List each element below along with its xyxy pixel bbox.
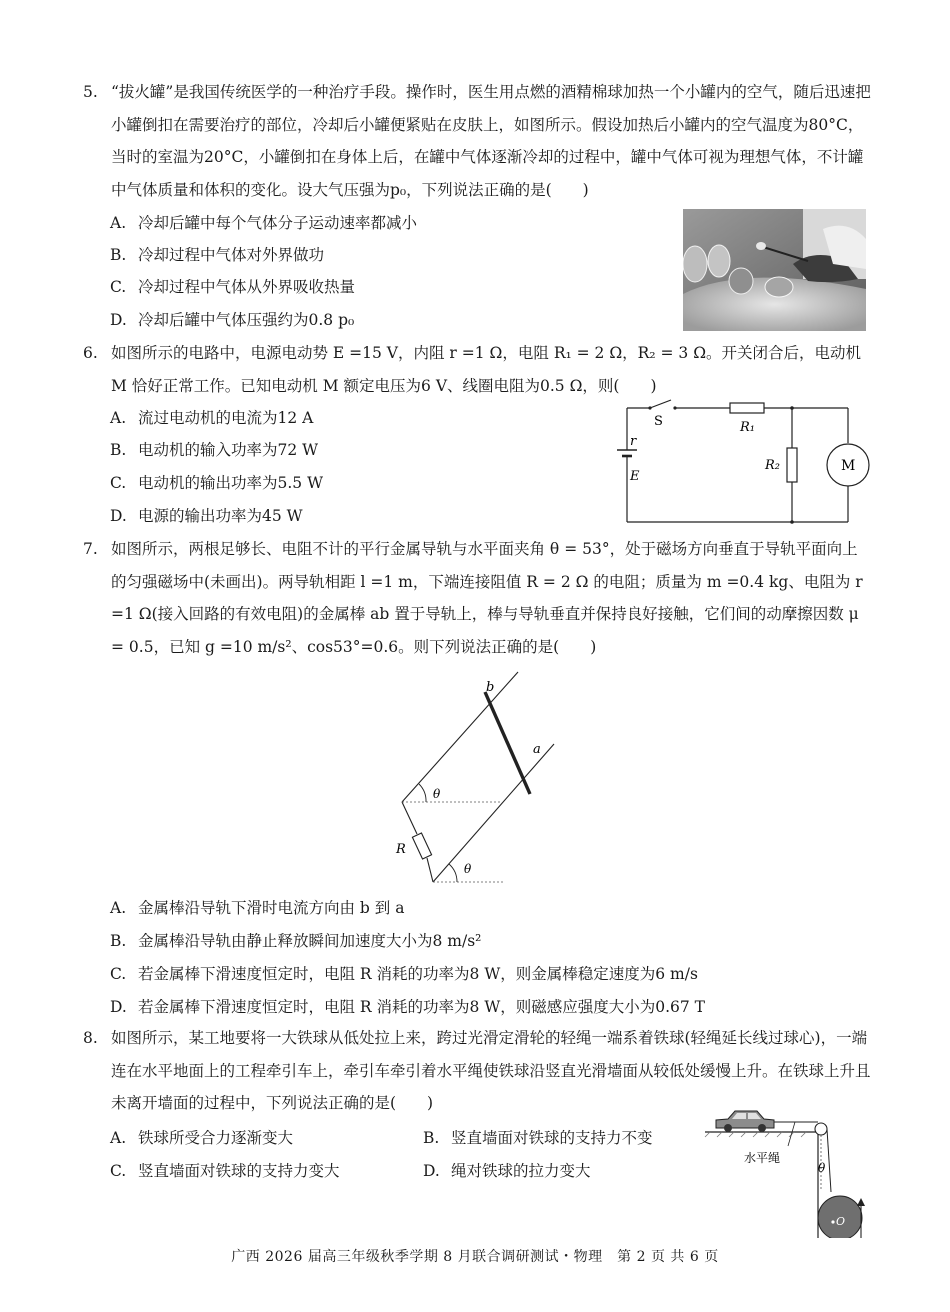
up-arrow-icon	[857, 1198, 865, 1206]
center-label: O	[836, 1215, 846, 1228]
option-b[interactable]: B. 冷却过程中气体对外界做功	[110, 246, 325, 264]
rope-label: 水平绳	[744, 1151, 781, 1165]
question-5	[83, 76, 873, 206]
option-c[interactable]: C. 冷却过程中气体从外界吸收热量	[110, 278, 356, 296]
option-b[interactable]: B. 金属棒沿导轨由静止释放瞬间加速度大小为8 m/s²	[110, 932, 482, 950]
switch-blade	[650, 400, 671, 408]
metal-rod-ab	[485, 692, 530, 794]
question-number: 5.	[83, 83, 98, 101]
pulley-icon	[815, 1123, 827, 1135]
question-number: 7.	[83, 540, 98, 558]
option-b[interactable]: B. 竖直墙面对铁球的支持力不变	[423, 1129, 653, 1147]
label-b: b	[486, 680, 495, 695]
circuit-diagram	[605, 398, 870, 528]
option-d[interactable]: D. 绳对铁球的拉力变大	[423, 1162, 591, 1180]
option-a[interactable]: A. 金属棒沿导轨下滑时电流方向由 b 到 a	[110, 899, 405, 917]
page-footer: 广西 2026 届高三年级秋季学期 8 月联合调研测试・物理 第 2 页 共 6 页	[231, 1249, 719, 1265]
label-a: a	[533, 742, 541, 757]
resistor-r1	[730, 403, 764, 413]
resistor-r2	[787, 448, 797, 482]
internal-resistance-label: r	[630, 434, 637, 449]
label-r: R	[396, 842, 406, 857]
question-7	[83, 533, 873, 663]
option-d[interactable]: D. 若金属棒下滑速度恒定时，电阻 R 消耗的功率为8 W，则磁感应强度大小为0.67 T	[110, 998, 706, 1016]
inclined-rails-diagram	[390, 670, 570, 890]
question-stem: 如图所示的电路中，电源电动势 E =15 V，内阻 r =1 Ω，电阻 R₁ = 2 Ω，R₂ = 3 Ω。开关闭合后，电动机 M 恰好正常工作。已知电动机 M 额定电压为6 V、线圈电阻为0.5 Ω，则( )	[111, 344, 862, 395]
r2-label: R₂	[765, 458, 780, 473]
option-a[interactable]: A. 铁球所受合力逐渐变大	[110, 1129, 294, 1147]
option-c[interactable]: C. 电动机的输出功率为5.5 W	[110, 474, 324, 492]
question-stem: 如图所示，某工地要将一大铁球从低处拉上来，跨过光滑定滑轮的轻绳一端系着铁球(轻绳延长线过球心)，一端连在水平地面上的工程牵引车上，牵引车牵引着水平绳使铁球沿竖直光滑墙面从较低处缓慢上升。在铁球上升且未离开墙面的过程中，下列说法正确的是( )	[111, 1029, 871, 1112]
option-b[interactable]: B. 电动机的输入功率为72 W	[110, 441, 319, 459]
resistor-r	[412, 833, 431, 859]
question-number: 8.	[83, 1029, 98, 1047]
switch-label: S	[654, 414, 663, 429]
pulley-ball-diagram	[700, 1098, 870, 1238]
r1-label: R₁	[740, 420, 755, 435]
option-d[interactable]: D. 冷却后罐中气体压强约为0.8 p₀	[110, 311, 355, 329]
question-number: 6.	[83, 344, 98, 362]
cupping-photo	[683, 209, 866, 331]
question-6	[83, 337, 873, 402]
question-stem: 如图所示，两根足够长、电阻不计的平行金属导轨与水平面夹角 θ = 53°，处于磁场方向垂直于导轨平面向上的匀强磁场中(未画出)。两导轨相距 l =1 m，下端连接阻值 R = 2 Ω 的电阻；质量为 m =0.4 kg、电阻为 r =1 Ω(接入回路的有效电阻)的金属棒 ab 置于导轨上，棒与导轨垂直并保持良好接触，它们间的动摩擦因数 μ = 0.5，已知 g =10 m/s²、cos53°=0.6。则下列说法正确的是( )	[111, 540, 863, 656]
truck-icon	[716, 1111, 774, 1132]
angle-theta: θ	[818, 1161, 826, 1175]
question-stem: “拔火罐”是我国传统医学的一种治疗手段。操作时，医生用点燃的酒精棉球加热一个小罐内的空气，随后迅速把小罐倒扣在需要治疗的部位，冷却后小罐便紧贴在皮肤上，如图所示。假设加热后小罐内的空气温度为80°C，当时的室温为20°C，小罐倒扣在身体上后，在罐中气体逐渐冷却的过程中，罐中气体可视为理想气体，不计罐中气体质量和体积的变化。设大气压强为p₀，下列说法正确的是( )	[111, 83, 871, 199]
rail-upper	[402, 672, 518, 802]
option-c[interactable]: C. 若金属棒下滑速度恒定时，电阻 R 消耗的功率为8 W，则金属棒稳定速度为6 m/s	[110, 965, 698, 983]
option-a[interactable]: A. 流过电动机的电流为12 A	[110, 409, 314, 427]
option-c[interactable]: C. 竖直墙面对铁球的支持力变大	[110, 1162, 340, 1180]
motor-label: M	[841, 458, 856, 474]
option-a[interactable]: A. 冷却后罐中每个气体分子运动速率都减小	[110, 214, 418, 232]
angle-theta-lower: θ	[464, 862, 472, 876]
option-d[interactable]: D. 电源的输出功率为45 W	[110, 507, 303, 525]
angle-theta-upper: θ	[433, 787, 441, 801]
rail-lower	[433, 744, 554, 882]
emf-label: E	[630, 469, 640, 484]
